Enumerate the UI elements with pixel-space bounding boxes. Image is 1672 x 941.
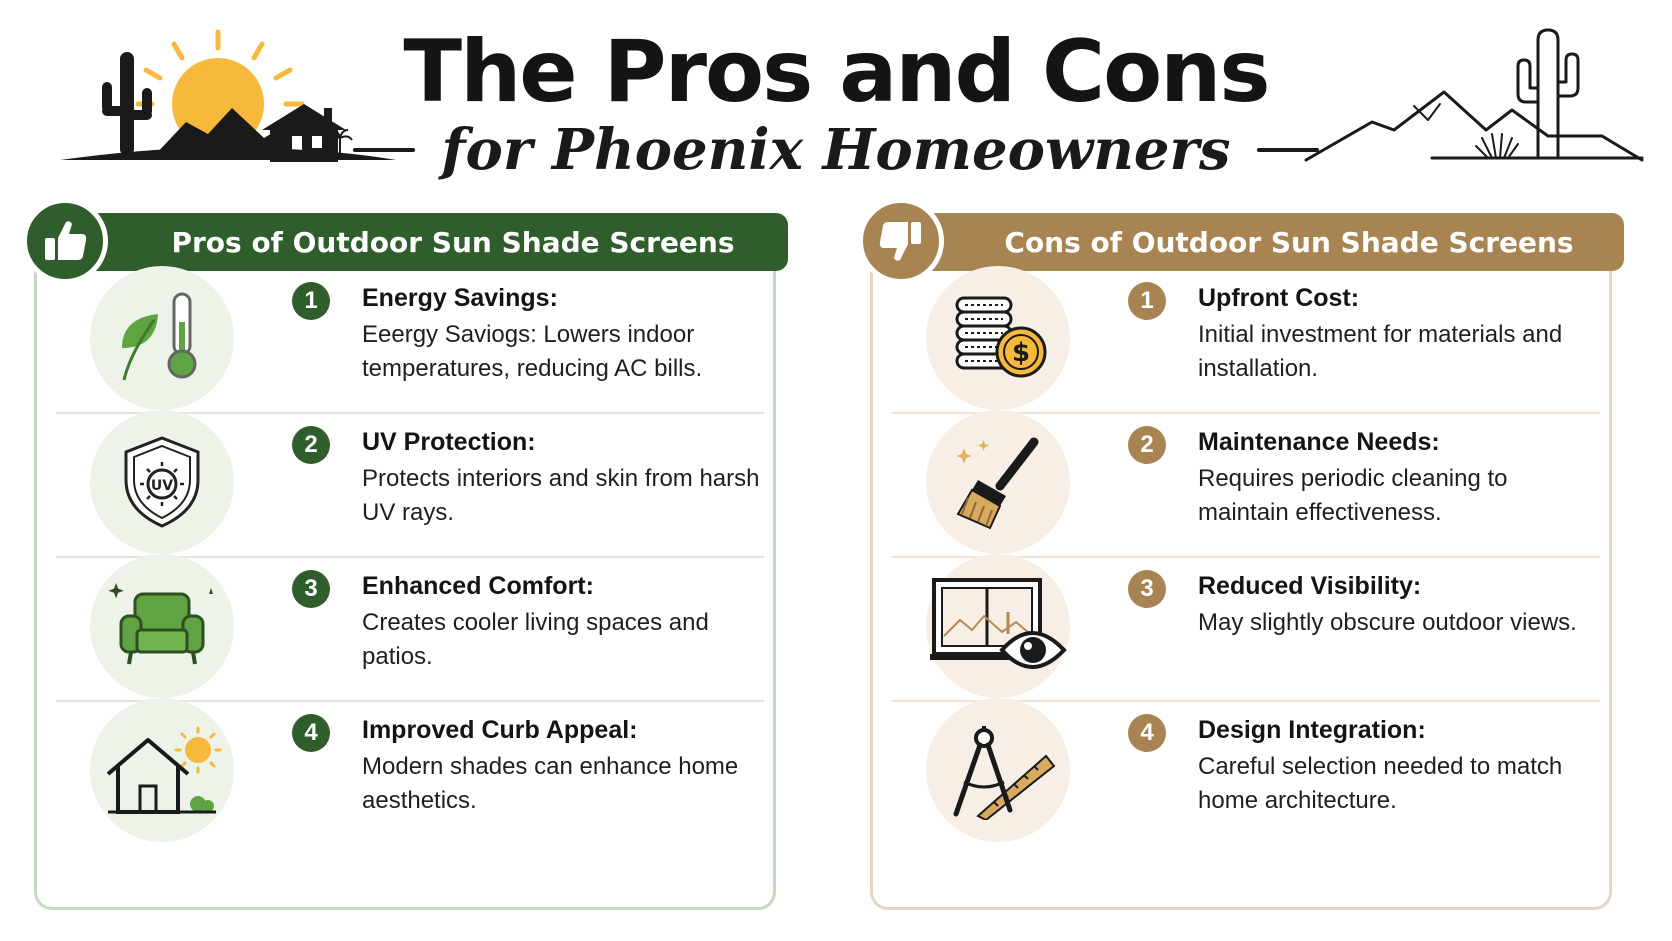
pros-item-2-icon-bg [90,410,234,554]
pros-heading: Pros of Outdoor Sun Shade Screens [171,225,735,259]
cons-item-4 [892,694,1600,846]
pros-item-4-title: Improved Curb Appeal: [362,716,638,744]
cons-panel [858,210,1624,910]
leaf-thermometer-icon [112,288,212,388]
pros-item-4-icon-bg [90,698,234,842]
cons-item-1-icon-bg [926,266,1070,410]
cons-item-3-title: Reduced Visibility: [1198,572,1422,600]
cons-item-2 [892,406,1600,558]
window-eye-icon [928,576,1068,676]
page-subtitle: for Phoenix Homeowners [441,117,1231,183]
subtitle-dash-left [353,148,415,152]
armchair-icon [107,576,217,676]
pros-item-4-number: 4 [292,714,330,752]
subtitle-row [0,112,1672,188]
subtitle-dash-right [1257,148,1319,152]
pros-item-1-icon-bg [90,266,234,410]
pros-item-1 [56,262,764,414]
cons-heading: Cons of Outdoor Sun Shade Screens [1004,225,1574,259]
cons-item-2-text: Requires periodic cleaning to maintain effectiveness. [1198,465,1508,526]
svg-text:$: $ [1011,338,1031,368]
pros-item-4 [56,694,764,846]
cons-item-4-text: Careful selection needed to match home architecture. [1198,753,1563,814]
cons-item-4-title: Design Integration: [1198,716,1426,744]
pros-item-3-icon-bg [90,554,234,698]
cons-item-1 [892,262,1600,414]
pros-item-1-title: Energy Savings: [362,284,558,312]
pros-item-2 [56,406,764,558]
page-title: The Pros and Cons [403,22,1269,122]
pros-item-2-title: UV Protection: [362,428,536,456]
cons-item-1-number: 1 [1128,282,1166,320]
cons-item-3-number: 3 [1128,570,1166,608]
coins-dollar-icon [943,288,1053,388]
pros-item-3-title: Enhanced Comfort: [362,572,594,600]
svg-text:UV: UV [150,478,174,494]
thumbs-up-icon [40,216,90,266]
cons-item-2-icon-bg [926,410,1070,554]
cons-item-2-title: Maintenance Needs: [1198,428,1440,456]
cons-item-3 [892,550,1600,702]
pros-item-1-number: 1 [292,282,330,320]
pros-item-3-text: Creates cooler living spaces and patios. [362,609,709,670]
pros-panel [22,210,788,910]
brush-icon [948,432,1048,532]
cons-item-4-number: 4 [1128,714,1166,752]
pros-item-2-text: Protects interiors and skin from harsh UV rays. [362,465,760,526]
cons-item-3-text: May slightly obscure outdoor views. [1198,609,1577,636]
cons-item-4-icon-bg [926,698,1070,842]
pros-item-3-number: 3 [292,570,330,608]
cons-item-3-icon-bg [926,554,1070,698]
pros-item-2-number: 2 [292,426,330,464]
pros-item-1-text: Eeergy Saviogs: Lowers indoor temperatures, reducing AC bills. [362,321,703,382]
cons-item-1-title: Upfront Cost: [1198,284,1360,312]
cons-item-2-number: 2 [1128,426,1166,464]
uv-shield-icon [112,432,212,532]
pros-item-3 [56,550,764,702]
house-sun-icon [102,720,222,820]
pros-item-4-text: Modern shades can enhance home aesthetics. [362,753,739,814]
cons-item-1-text: Initial investment for materials and installation. [1198,321,1563,382]
thumbs-down-icon [876,216,926,266]
compass-ruler-icon [938,720,1058,820]
